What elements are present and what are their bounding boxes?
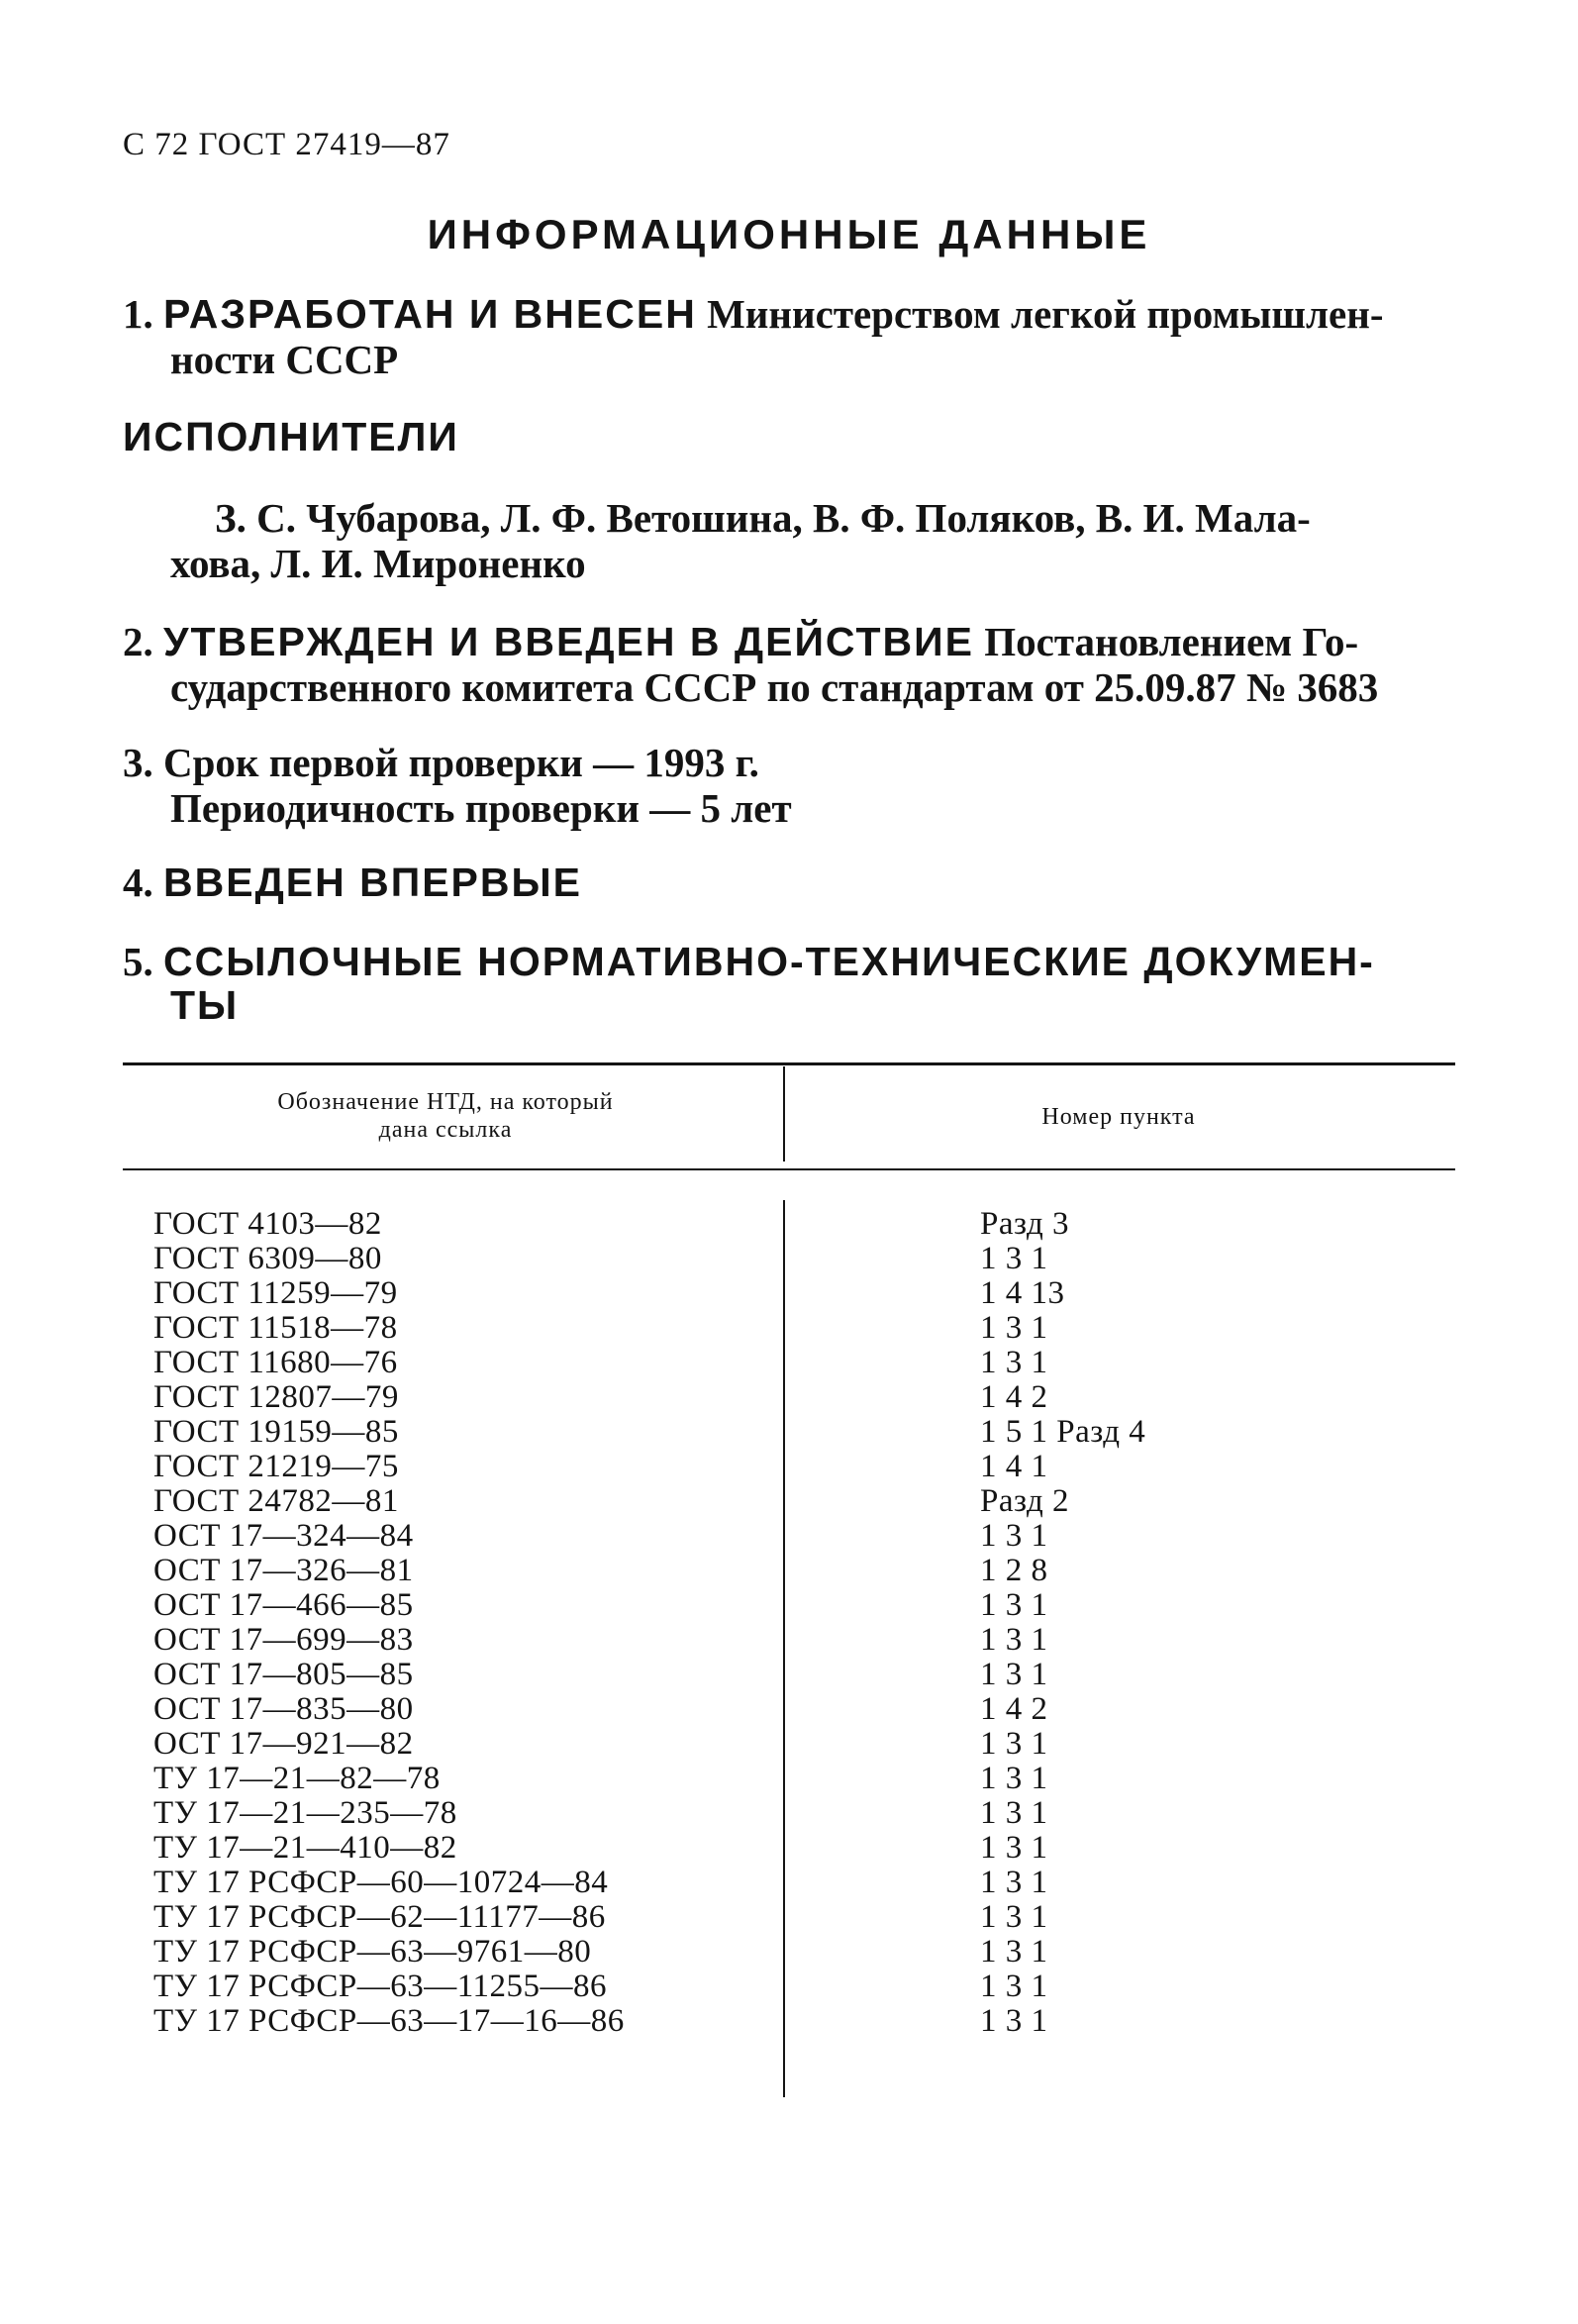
table-cell-clause: 1 5 1 Разд 4 (980, 1414, 1146, 1450)
table-cell-clause: 1 3 1 (980, 1795, 1048, 1831)
section-5-number: 5. (123, 939, 153, 984)
section-1-text: Министерством легкой промышлен- (707, 291, 1384, 337)
table-cell-clause: 1 3 1 (980, 1726, 1048, 1762)
table-cell-document: ГОСТ 21219—75 (153, 1449, 399, 1484)
table-cell-document: ГОСТ 11518—78 (153, 1310, 398, 1346)
section-2-text: Постановлением Го- (984, 619, 1359, 664)
table-cell-document: ТУ 17 РСФСР—62—11177—86 (153, 1899, 606, 1935)
table-cell-clause: 1 3 1 (980, 1865, 1048, 1900)
table-cell-clause: 1 3 1 (980, 1587, 1048, 1623)
section-3-line-2: Периодичность проверки — 5 лет (170, 785, 792, 831)
section-5 (123, 937, 1375, 987)
section-3-line-1: Срок первой проверки — 1993 г. (163, 740, 759, 785)
table-header-rule (123, 1168, 1455, 1170)
section-4-number: 4. (123, 859, 153, 905)
table-cell-clause: 1 3 1 (980, 1761, 1048, 1796)
table-cell-document: ГОСТ 11259—79 (153, 1275, 398, 1311)
column-header-document (148, 1088, 742, 1144)
section-5-lead: ССЫЛОЧНЫЕ НОРМАТИВНО-ТЕХНИЧЕСКИЕ ДОКУМЕН- (163, 939, 1375, 984)
section-2 (123, 617, 1358, 667)
table-cell-document: ОСТ 17—921—82 (153, 1726, 414, 1762)
table-cell-document: ТУ 17—21—82—78 (153, 1761, 441, 1796)
table-cell-clause: 1 3 1 (980, 1518, 1048, 1554)
table-cell-document: ТУ 17 РСФСР—63—11255—86 (153, 1969, 607, 2004)
column-header-document-line-2: дана ссылка (378, 1117, 513, 1143)
table-cell-document: ГОСТ 12807—79 (153, 1379, 399, 1415)
table-cell-document: ТУ 17 РСФСР—63—9761—80 (153, 1934, 592, 1970)
page-title: ИНФОРМАЦИОННЫЕ ДАННЫЕ (427, 211, 1151, 257)
section-5-continuation: ТЫ (170, 982, 240, 1028)
table-top-rule (123, 1062, 1455, 1065)
section-1-lead: РАЗРАБОТАН И ВНЕСЕН (163, 291, 697, 337)
table-cell-clause: Разд 3 (980, 1206, 1069, 1242)
table-cell-clause: 1 4 2 (980, 1691, 1048, 1727)
table-cell-document: ТУ 17—21—410—82 (153, 1830, 457, 1866)
table-cell-clause: 1 4 1 (980, 1449, 1048, 1484)
section-4 (123, 858, 582, 908)
table-cell-clause: 1 3 1 (980, 1622, 1048, 1658)
table-cell-clause: 1 4 2 (980, 1379, 1048, 1415)
section-4-lead: ВВЕДЕН ВПЕРВЫЕ (163, 859, 582, 905)
section-3-number: 3. (123, 740, 153, 785)
table-cell-document: ГОСТ 11680—76 (153, 1345, 398, 1380)
table-cell-document: ТУ 17 РСФСР—63—17—16—86 (153, 2003, 625, 2039)
table-cell-document: ОСТ 17—835—80 (153, 1691, 414, 1727)
table-cell-clause: 1 3 1 (980, 1830, 1048, 1866)
table-cell-clause: 1 3 1 (980, 1345, 1048, 1380)
table-cell-document: ТУ 17—21—235—78 (153, 1795, 457, 1831)
section-1-continuation: ности СССР (170, 337, 399, 382)
table-header-divider (783, 1066, 785, 1162)
table-cell-document: ОСТ 17—805—85 (153, 1657, 414, 1692)
table-cell-clause: Разд 2 (980, 1483, 1069, 1519)
table-cell-document: ГОСТ 6309—80 (153, 1241, 382, 1276)
section-2-lead: УТВЕРЖДЕН И ВВЕДЕН В ДЕЙСТВИЕ (163, 619, 974, 664)
table-cell-document: ТУ 17 РСФСР—60—10724—84 (153, 1865, 609, 1900)
table-cell-clause: 1 3 1 (980, 1241, 1048, 1276)
section-2-continuation: сударственного комитета СССР по стандартам от 25.09.87 № 3683 (170, 664, 1379, 710)
section-1 (123, 289, 1384, 340)
table-body-divider (783, 1200, 785, 2097)
table-cell-document: ОСТ 17—699—83 (153, 1622, 414, 1658)
table-cell-clause: 1 3 1 (980, 1899, 1048, 1935)
table-cell-clause: 1 2 8 (980, 1553, 1048, 1588)
table-cell-document: ГОСТ 24782—81 (153, 1483, 399, 1519)
table-cell-document: ОСТ 17—324—84 (153, 1518, 414, 1554)
table-cell-document: ГОСТ 19159—85 (153, 1414, 399, 1450)
table-cell-clause: 1 3 1 (980, 2003, 1048, 2039)
performers-line-2: хова, Л. И. Мироненко (170, 541, 586, 586)
section-1-number: 1. (123, 291, 153, 337)
table-cell-document: ГОСТ 4103—82 (153, 1206, 382, 1242)
table-cell-document: ОСТ 17—326—81 (153, 1553, 414, 1588)
section-2-number: 2. (123, 619, 153, 664)
table-cell-clause: 1 3 1 (980, 1934, 1048, 1970)
table-cell-clause: 1 3 1 (980, 1657, 1048, 1692)
page-header: С 72 ГОСТ 27419—87 (123, 127, 450, 162)
table-cell-clause: 1 3 1 (980, 1969, 1048, 2004)
performers-line-1: З. С. Чубарова, Л. Ф. Ветошина, В. Ф. Поляков, В. И. Мала- (215, 495, 1311, 541)
performers-heading: ИСПОЛНИТЕЛИ (123, 414, 459, 459)
section-3 (123, 738, 759, 788)
table-cell-document: ОСТ 17—466—85 (153, 1587, 414, 1623)
column-header-document-line-1: Обозначение НТД, на который (277, 1089, 614, 1115)
table-cell-clause: 1 4 13 (980, 1275, 1065, 1311)
table-cell-clause: 1 3 1 (980, 1310, 1048, 1346)
column-header-clause: Номер пункта (1041, 1104, 1196, 1130)
